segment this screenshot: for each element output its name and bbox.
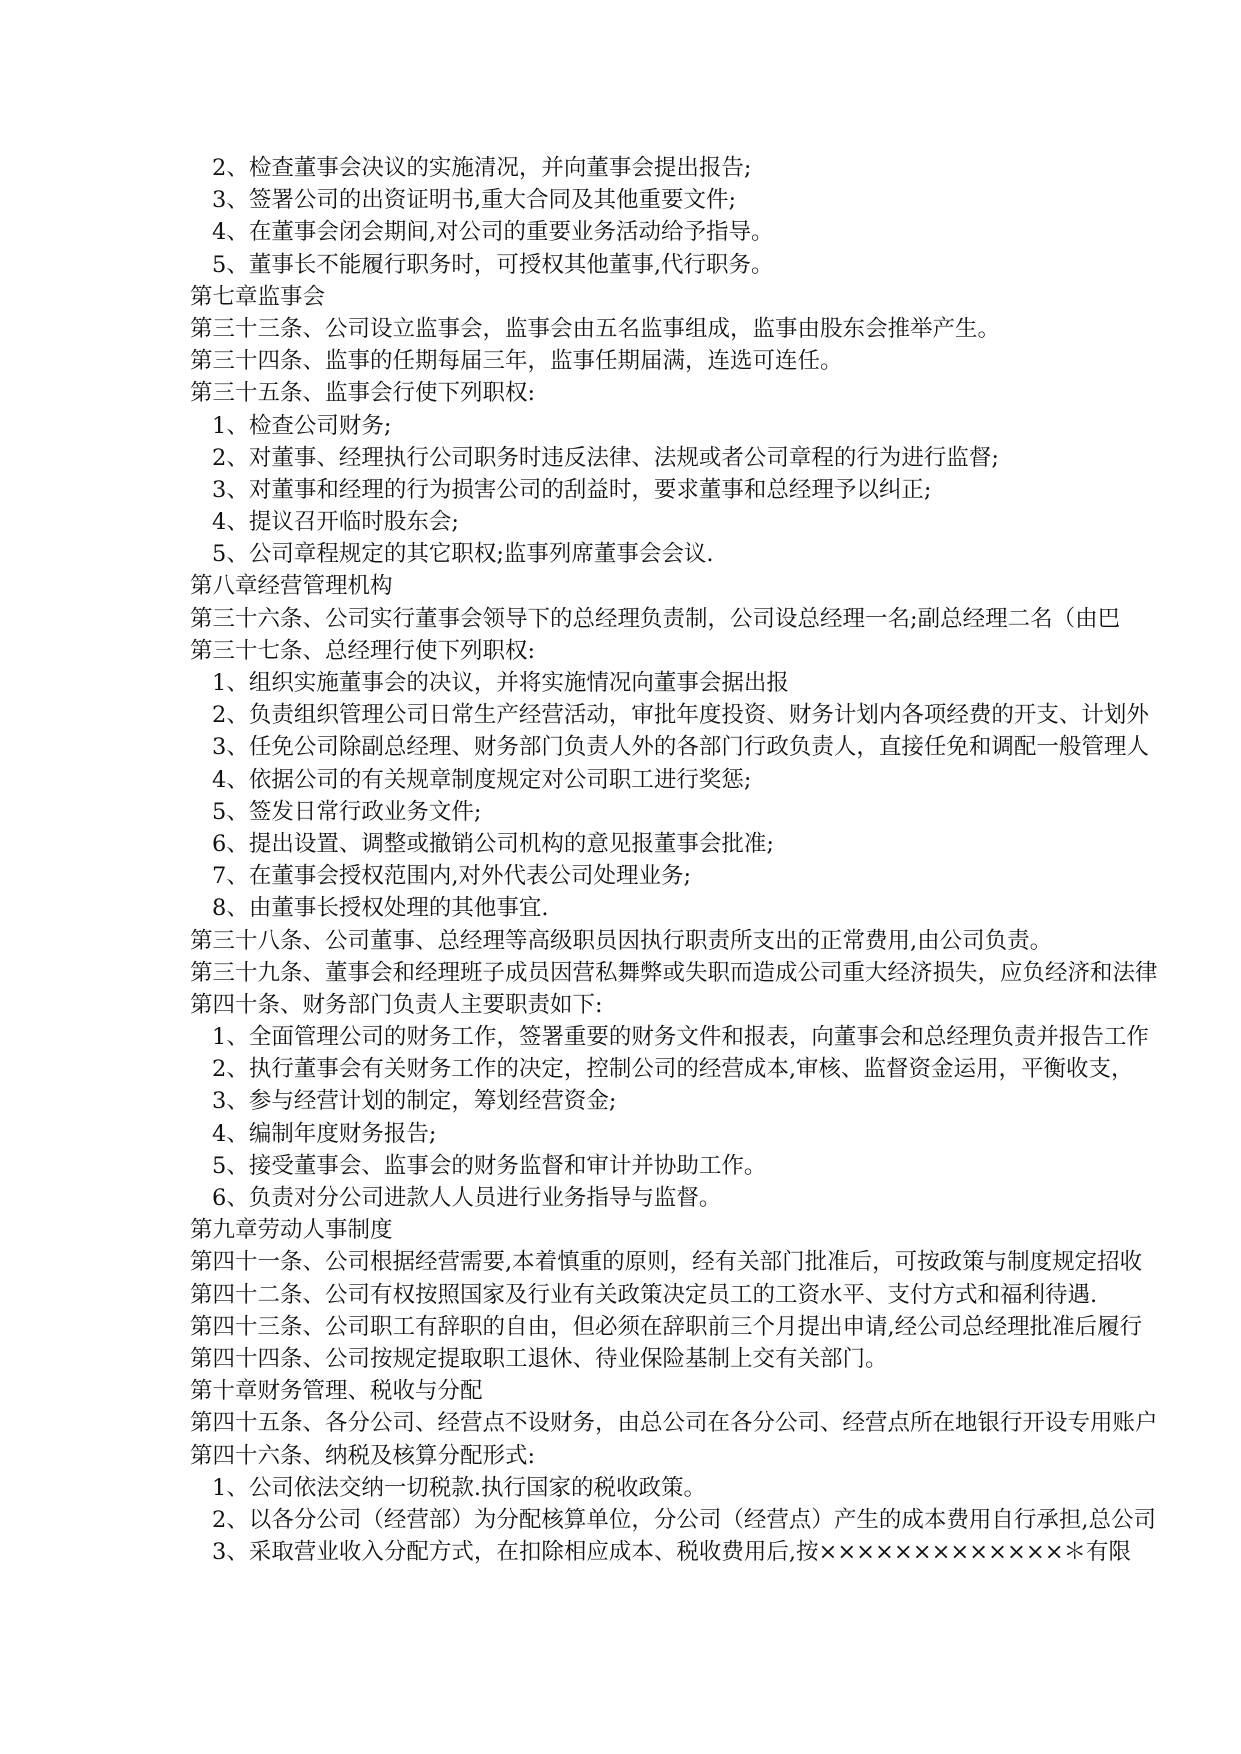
- list-item: 1、检查公司财务;: [212, 412, 392, 439]
- list-item: 8、由董事长授权处理的其他事宜.: [212, 895, 549, 922]
- article-paragraph: 第三十七条、总经理行使下列职权:: [190, 637, 536, 664]
- list-item: 1、公司依法交纳一切税款.执行国家的税收政策。: [212, 1474, 706, 1501]
- list-item: 4、在董事会闭会期间,对公司的重要业务活动给予指导。: [212, 219, 774, 246]
- list-item: 5、公司章程规定的其它职权;监事列席董事会会议.: [212, 541, 714, 568]
- article-paragraph: 第四十三条、公司职工有辞职的自由，但必须在辞职前三个月提出申请,经公司总经理批准后履行: [190, 1313, 1143, 1340]
- article-paragraph: 第三十九条、董事会和经理班子成员因营私舞弊或失职而造成公司重大经济损失，应负经济和法律: [190, 959, 1158, 986]
- article-paragraph: 第三十四条、监事的任期每届三年，监事任期届满，连选可连任。: [190, 348, 843, 375]
- list-item: 5、接受董事会、监事会的财务监督和审计并协助工作。: [212, 1152, 767, 1179]
- article-paragraph: 第三十六条、公司实行董事会领导下的总经理负责制，公司设总经理一名;副总经理二名（由巴: [190, 605, 1121, 632]
- list-item: 2、检查董事会决议的实施清况，并向董事会提出报告;: [212, 155, 752, 181]
- list-item: 2、以各分公司（经营部）为分配核算单位，分公司（经营点）产生的成本费用自行承担,总公司: [212, 1506, 1156, 1533]
- list-item: 7、在董事会授权范围内,对外代表公司处理业务;: [212, 863, 692, 890]
- list-item: 5、签发日常行政业务文件;: [212, 798, 482, 825]
- article-paragraph: 第四十四条、公司按规定提取职工退休、待业保险基制上交有关部门。: [190, 1345, 888, 1372]
- list-item: 4、编制年度财务报告;: [212, 1120, 437, 1147]
- article-paragraph: 第三十八条、公司董事、总经理等高级职员因执行职责所支出的正常费用,由公司负责。: [190, 927, 1053, 954]
- list-item: 3、签署公司的出资证明书,重大合同及其他重要文件;: [212, 187, 737, 214]
- document-body: [190, 152, 1241, 1568]
- list-item: 6、负责对分公司进款人人员进行业务指导与监督。: [212, 1185, 722, 1211]
- list-item: 3、参与经营计划的制定，筹划经营资金;: [212, 1088, 617, 1115]
- chapter-heading: 第九章劳动人事制度: [190, 1217, 393, 1244]
- article-paragraph: 第四十一条、公司根据经营需要,本着慎重的原则，经有关部门批准后，可按政策与制度规定招收: [190, 1249, 1143, 1276]
- chapter-heading: 第十章财务管理、税收与分配: [190, 1378, 483, 1405]
- article-paragraph: 第四十五条、各分公司、经营点不设财务，由总公司在各分公司、经营点所在地银行开设专用账户: [190, 1410, 1158, 1437]
- article-paragraph: 第三十五条、监事会行使下列职权:: [190, 380, 536, 407]
- list-item: 1、组织实施董事会的决议，并将实施情况向董事会据出报: [212, 670, 789, 696]
- list-item: 3、对董事和经理的行为损害公司的刮益时，要求董事和总经理予以纠正;: [212, 476, 932, 503]
- list-item: 4、提议召开临时股东会;: [212, 509, 459, 536]
- list-item: 2、执行董事会有关财务工作的决定，控制公司的经营成本,审核、监督资金运用，平衡收支，: [212, 1056, 1134, 1083]
- chapter-heading: 第七章监事会: [190, 283, 326, 310]
- list-item: 3、任免公司除副总经理、财务部门负责人外的各部门行政负责人，直接任免和调配一般管理人: [212, 734, 1149, 761]
- list-item: 2、负责组织管理公司日常生产经营活动，审批年度投资、财务计划内各项经费的开支、计划外: [212, 702, 1149, 729]
- article-paragraph: 第四十二条、公司有权按照国家及行业有关政策决定员工的工资水平、支付方式和福利待遇.: [190, 1281, 1098, 1308]
- list-item: 5、董事长不能履行职务时，可授权其他董事,代行职务。: [212, 251, 774, 278]
- article-paragraph: 第四十六条、纳税及核算分配形式:: [190, 1442, 536, 1469]
- article-paragraph: 第三十三条、公司设立监事会，监事会由五名监事组成，监事由股东会推举产生。: [190, 315, 1001, 342]
- list-item: 2、对董事、经理执行公司职务时违反法律、法规或者公司章程的行为进行监督;: [212, 444, 999, 471]
- chapter-heading: 第八章经营管理机构: [190, 573, 393, 600]
- list-item: 3、采取营业收入分配方式，在扣除相应成本、税收费用后,按×××××××××××××＊有限: [212, 1539, 1132, 1566]
- list-item: 4、依据公司的有关规章制度规定对公司职工进行奖惩;: [212, 766, 752, 793]
- list-item: 6、提出设置、调整或撤销公司机构的意见报董事会批准;: [212, 830, 774, 857]
- article-paragraph: 第四十条、财务部门负责人主要职责如下:: [190, 991, 603, 1018]
- list-item: 1、全面管理公司的财务工作，签署重要的财务文件和报表，向董事会和总经理负责并报告工作: [212, 1024, 1149, 1051]
